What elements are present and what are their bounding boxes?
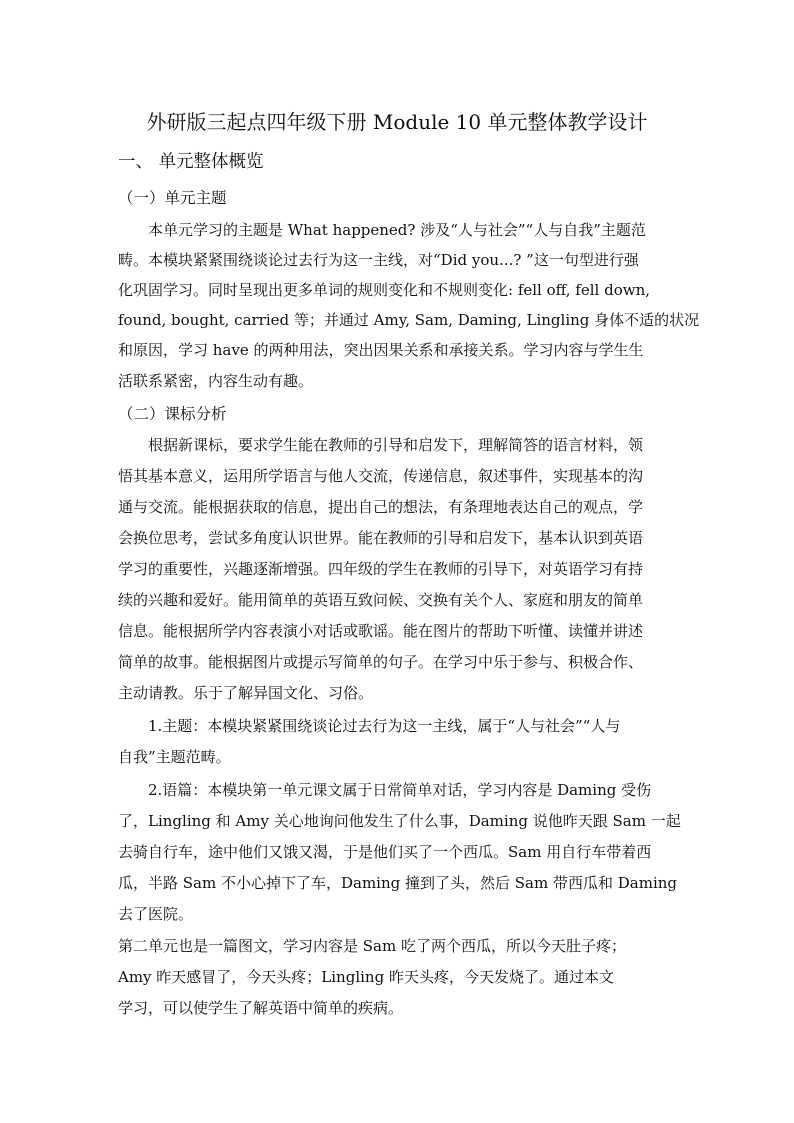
paragraph-line: 主动请教。乐于了解异国文化、习俗。 [118,684,374,702]
subheading-curriculum-analysis: （二）课标分析 [118,405,227,423]
paragraph-line: 了，Lingling 和 Amy 关心地询问他发生了什么事，Daming 说他昨天跟 Sam 一起 [118,812,681,830]
paragraph-line: 悟其基本意义，运用所学语言与他人交流，传递信息，叙述事件，实现基本的沟 [118,467,644,485]
paragraph-line: 自我”主题范畴。 [118,748,231,766]
paragraph-line: 去了医院。 [118,905,194,923]
paragraph-line: 去骑自行车，途中他们又饿又渴，于是他们买了一个西瓜。Sam 用自行车带着西 [118,843,652,861]
paragraph-line: Amy 昨天感冒了，今天头疼；Lingling 昨天头疼，今天发烧了。通过本文 [118,968,614,986]
paragraph-line: 简单的故事。能根据图片或提示写简单的句子。在学习中乐于参与、积极合作、 [118,653,644,671]
paragraph-line: 2.语篇：本模块第一单元课文属于日常简单对话，学习内容是 Daming 受伤 [148,781,652,799]
document-title: 外研版三起点四年级下册 Module 10 单元整体教学设计 [146,110,648,134]
paragraph-line: 活联系紧密，内容生动有趣。 [118,372,314,390]
paragraph-line: 学习，可以使学生了解英语中简单的疾病。 [118,999,404,1017]
paragraph-line: 本单元学习的主题是 What happened? 涉及“人与社会”“人与自我”主题范 [148,221,646,239]
paragraph-line: 瓜，半路 Sam 不小心掉下了车，Daming 撞到了头，然后 Sam 带西瓜和 Daming [118,874,678,892]
paragraph-line: 通与交流。能根据获取的信息，提出自己的想法，有条理地表达自己的观点，学 [118,498,644,516]
subheading-unit-theme: （一）单元主题 [118,189,227,207]
paragraph-line: 第二单元也是一篇图文，学习内容是 Sam 吃了两个西瓜，所以今天肚子疼； [118,937,626,955]
paragraph-line: 根据新课标，要求学生能在教师的引导和启发下，理解简答的语言材料，领 [148,436,644,454]
paragraph-line: 信息。能根据所学内容表演小对话或歌谣。能在图片的帮助下听懂、读懂并讲述 [118,622,644,640]
paragraph-line: 续的兴趣和爱好。能用简单的英语互致问候、交换有关个人、家庭和朋友的简单 [118,591,644,609]
paragraph-line: 畴。本模块紧紧围绕谈论过去行为这一主线，对“Did you...? ”这一句型进行强 [118,251,639,269]
paragraph-line: found, bought, carried 等；并通过 Amy, Sam, Daming, Lingling 身体不适的状况 [118,311,700,329]
paragraph-line: 学习的重要性，兴趣逐渐增强。四年级的学生在教师的引导下，对英语学习有持 [118,560,644,578]
paragraph-line: 和原因，学习 have 的两种用法，突出因果关系和承接关系。学习内容与学生生 [118,341,644,359]
paragraph-line: 会换位思考，尝试多角度认识世界。能在教师的引导和启发下，基本认识到英语 [118,529,644,547]
paragraph-line: 1.主题：本模块紧紧围绕谈论过去行为这一主线，属于“人与社会”“人与 [148,717,621,735]
paragraph-line: 化巩固学习。同时呈现出更多单词的规则变化和不规则变化: fell off, fell down, [118,281,650,299]
section-heading-overview: 一、 单元整体概览 [118,152,264,172]
